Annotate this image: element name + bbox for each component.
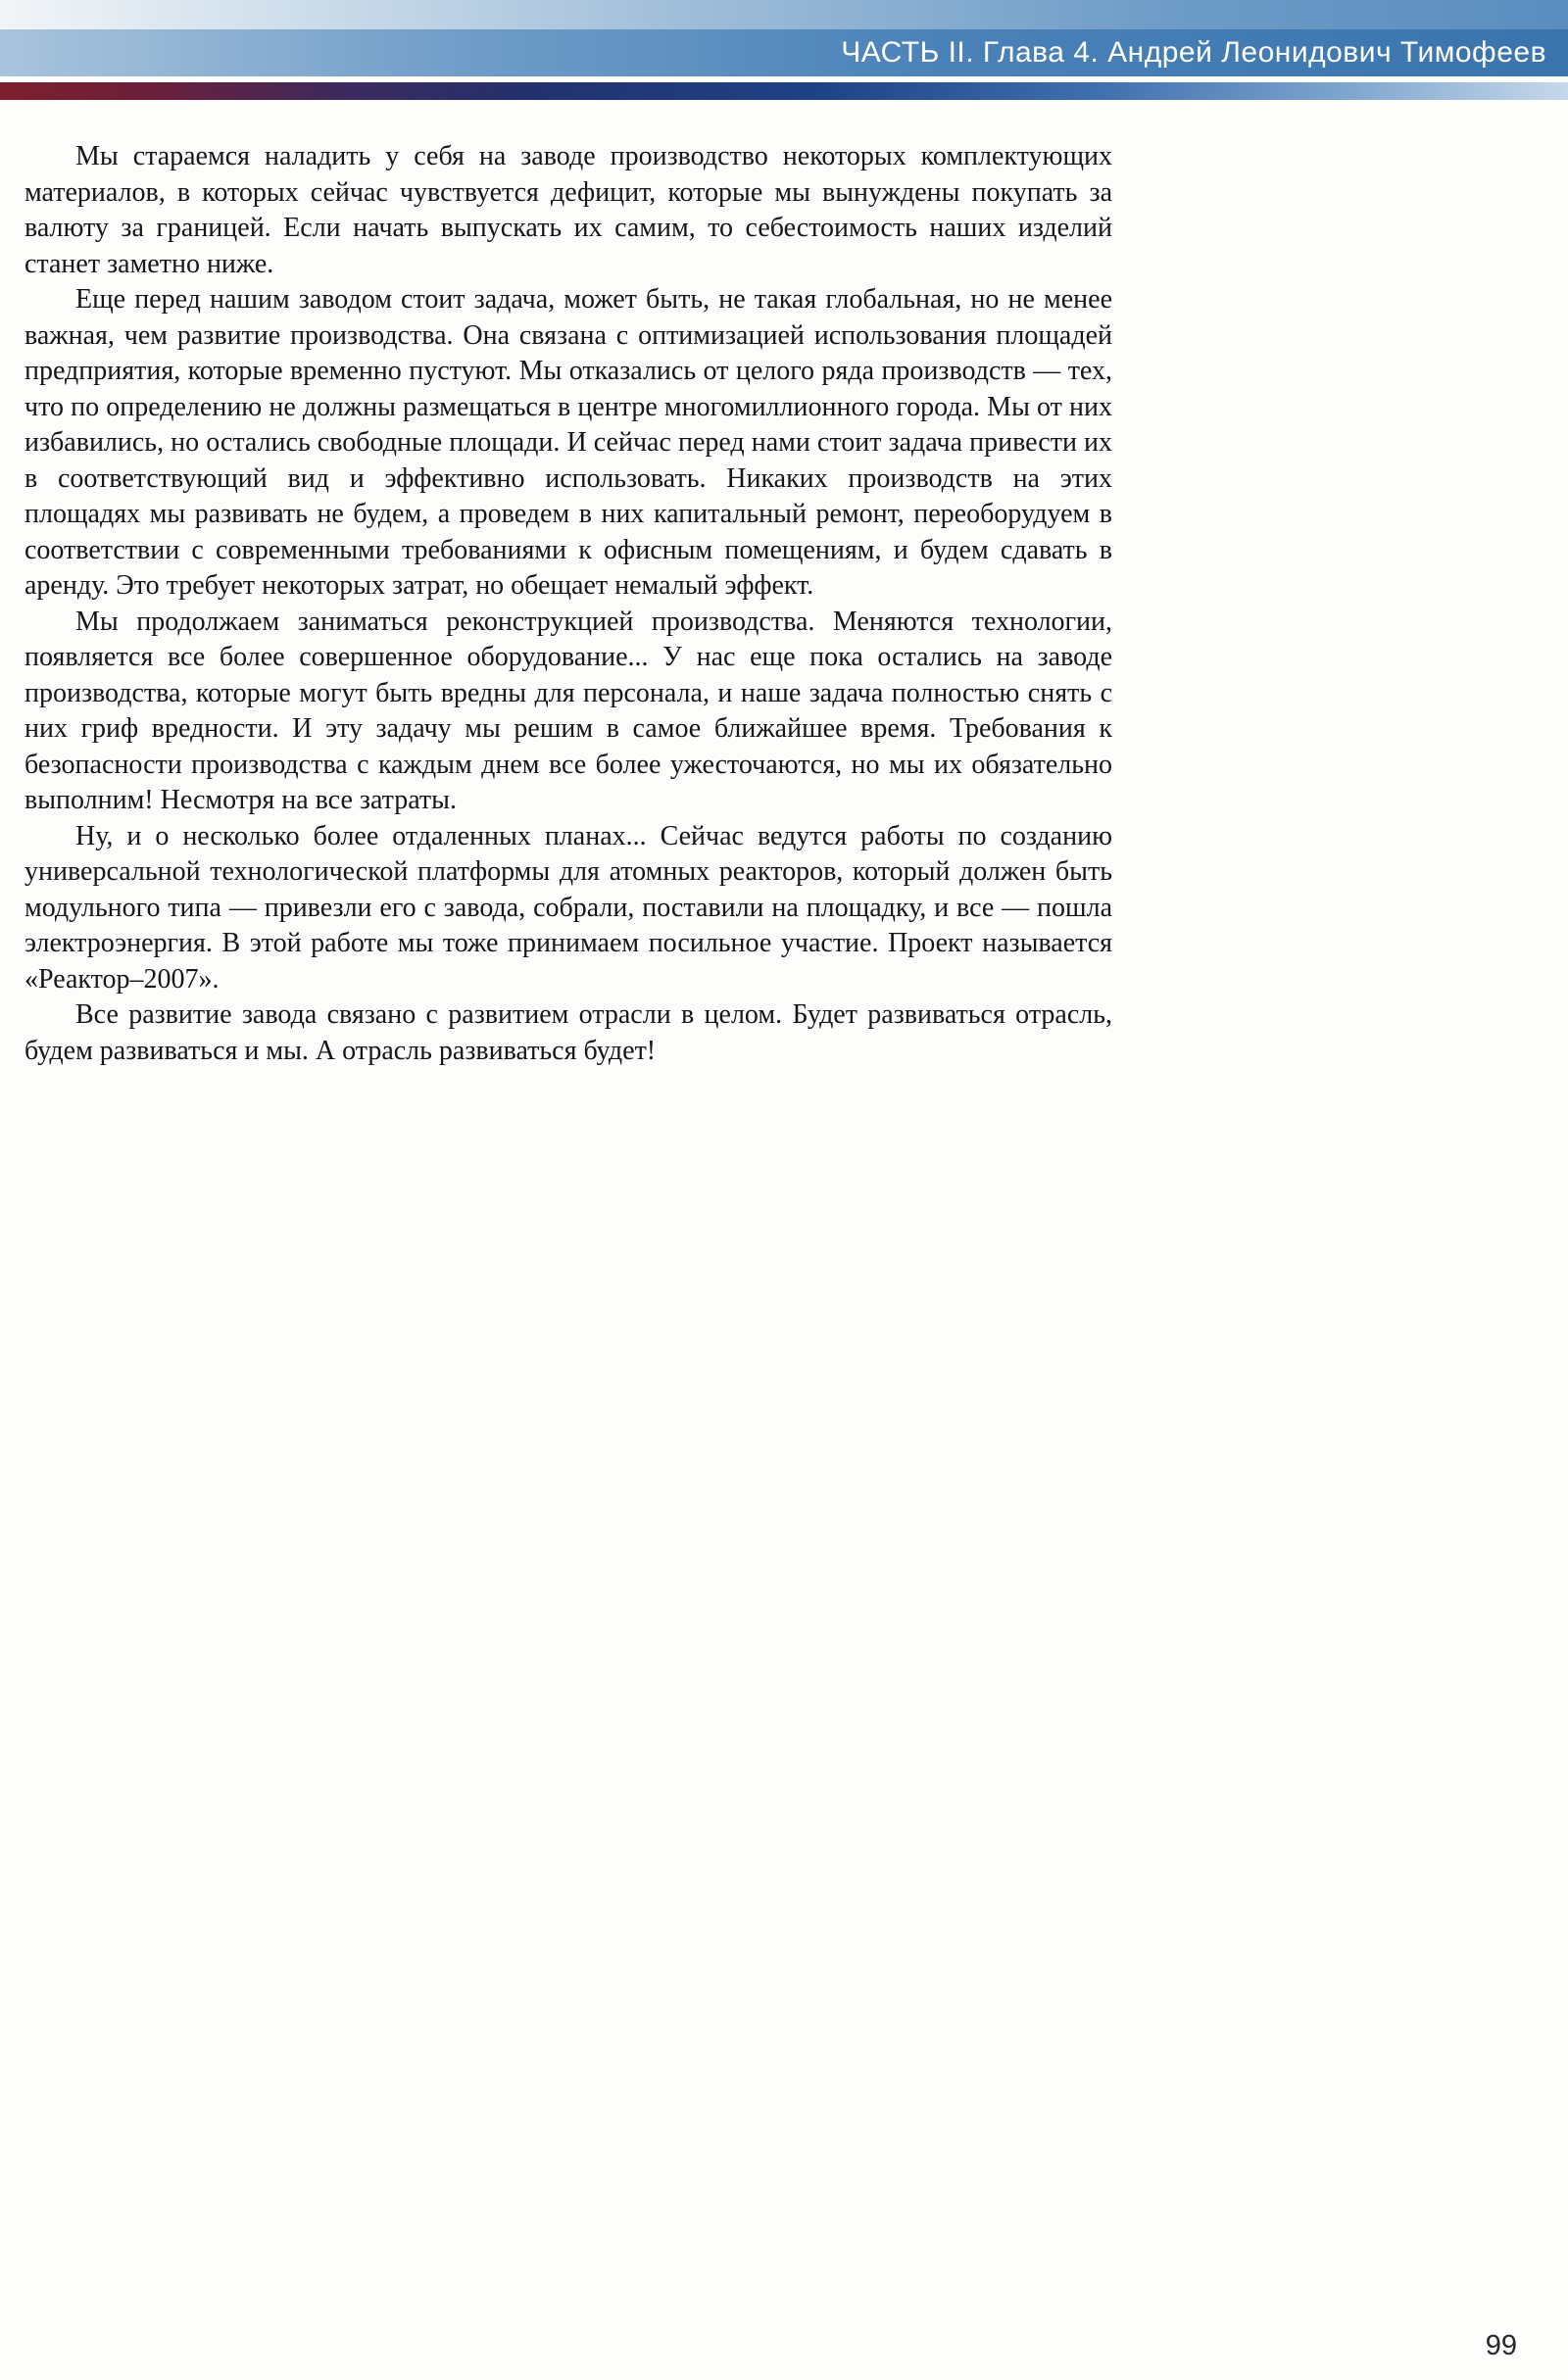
chapter-header-text: ЧАСТЬ II. Глава 4. Андрей Леонидович Тимофеев [841,36,1546,69]
paragraph-1: Мы стараемся наладить у себя на заводе производство некоторых комплектующих материалов, в которых сейчас чувствуется дефицит, которые мы вынуждены покупать за валюту за границей. Если начать выпускать их самим, то себестоимость наших изделий станет заметно ниже. [24,141,1112,279]
page-header [0,0,1568,100]
paragraph-2: Еще перед нашим заводом стоит задача, может быть, не такая глобальная, но не менее важная, чем развитие производства. Она связана с оптимизацией использования площадей предприятия, которые временно пустуют. Мы отказались от целого ряда производств — тех, что по определению не должны размещаться в центре многомиллионного города. Мы от них избавились, но остались свободные площади. И сейчас перед нами стоит задача привести их в соответствующий вид и эффективно использовать. Никаких производств на этих площадях мы развивать не будем, а проведем в них капитальный ремонт, переоборудуем в соответствии с современными требованиями к офисным помещениям, и будем сдавать в аренду. Это требует некоторых затрат, но обещает немалый эффект. [24,284,1112,601]
header-accent-stripe [0,82,1568,100]
text-column [24,139,1112,1069]
page-body [24,100,1112,1069]
chapter-header-band [0,29,1568,76]
header-gradient-top [0,0,1568,29]
page-number: 99 [1485,2330,1517,2361]
paragraph-5: Все развитие завода связано с развитием отрасли в целом. Будет развиваться отрасль, будем развиваться и мы. А отрасль развиваться будет! [24,999,1112,1066]
paragraph-4: Ну, и о несколько более отдаленных планах... Сейчас ведутся работы по созданию универсальной технологической платформы для атомных реакторов, который должен быть модульного типа — привезли его с завода, собрали, поставили на площадку, и все — пошла электроэнергия. В этой работе мы тоже принимаем посильное участие. Проект называется «Реактор–2007». [24,820,1112,995]
paragraph-3: Мы продолжаем заниматься реконструкцией производства. Меняются технологии, появляется все более совершенное оборудование... У нас еще пока остались на заводе производства, которые могут быть вредны для персонала, и наше задача полностью снять с них гриф вредности. И эту задачу мы решим в самое ближайшее время. Требования к безопасности производства с каждым днем все более ужесточаются, но мы их обязательно выполним! Несмотря на все затраты. [24,606,1112,815]
